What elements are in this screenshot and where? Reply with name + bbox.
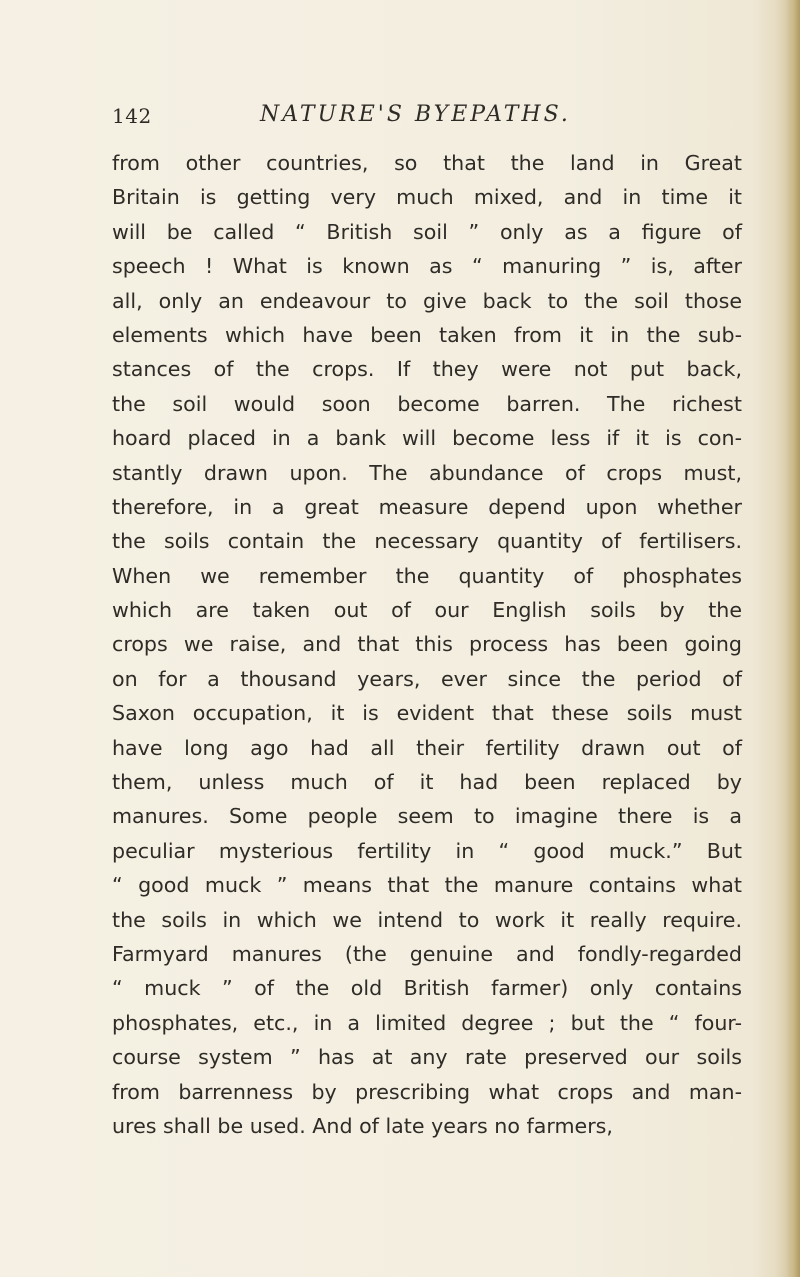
- text-line: hoard placed in a bank will become less if it is con-: [112, 426, 742, 451]
- text-line: them, unless much of it had been replaced by: [112, 770, 742, 795]
- text-line: have long ago had all their fertility drawn out of: [112, 735, 742, 760]
- text-line: will be called “ British soil ” only as a figure of: [112, 219, 742, 244]
- text-line: stances of the crops. If they were not put back,: [112, 357, 742, 382]
- text-line: peculiar mysterious fertility in “ good muck.” But: [112, 838, 742, 863]
- text-line: “ good muck ” means that the manure contains what: [112, 873, 742, 898]
- text-line: Britain is getting very much mixed, and in time it: [112, 185, 742, 210]
- text-line: from barrenness by prescribing what crops and man-: [112, 1079, 742, 1104]
- page-number: 142: [112, 104, 152, 128]
- body-text: [112, 146, 742, 1143]
- text-line: “ muck ” of the old British farmer) only contains: [112, 976, 742, 1001]
- page-header: [112, 104, 732, 140]
- text-line: ures shall be used. And of late years no farmers,: [112, 1113, 613, 1138]
- running-title: NATURE'S BYEPATHS.: [260, 102, 571, 127]
- text-line: therefore, in a great measure depend upon whether: [112, 494, 742, 519]
- text-line: When we remember the quantity of phosphates: [112, 563, 742, 588]
- text-line: from other countries, so that the land in Great: [112, 151, 742, 175]
- page-edge-shadow: [786, 0, 800, 1277]
- text-line: manures. Some people seem to imagine there is a: [112, 804, 742, 829]
- text-line: on for a thousand years, ever since the period of: [112, 666, 742, 691]
- text-line: all, only an endeavour to give back to the soil those: [112, 288, 742, 313]
- text-line: the soil would soon become barren. The richest: [112, 391, 742, 416]
- text-line: crops we raise, and that this process has been going: [112, 632, 742, 657]
- text-line: the soils contain the necessary quantity of fertilisers.: [112, 529, 742, 554]
- text-line: speech ! What is known as “ manuring ” is, after: [112, 254, 742, 279]
- text-line: which are taken out of our English soils by the: [112, 598, 742, 623]
- text-line: Saxon occupation, it is evident that these soils must: [112, 701, 742, 726]
- text-line: the soils in which we intend to work it really require.: [112, 907, 742, 932]
- text-line: elements which have been taken from it in the sub-: [112, 322, 742, 347]
- text-line: course system ” has at any rate preserved our soils: [112, 1045, 742, 1070]
- text-line: stantly drawn upon. The abundance of crops must,: [112, 460, 742, 485]
- text-line: Farmyard manures (the genuine and fondly-regarded: [112, 941, 742, 966]
- text-line: phosphates, etc., in a limited degree ; but the “ four-: [112, 1010, 742, 1035]
